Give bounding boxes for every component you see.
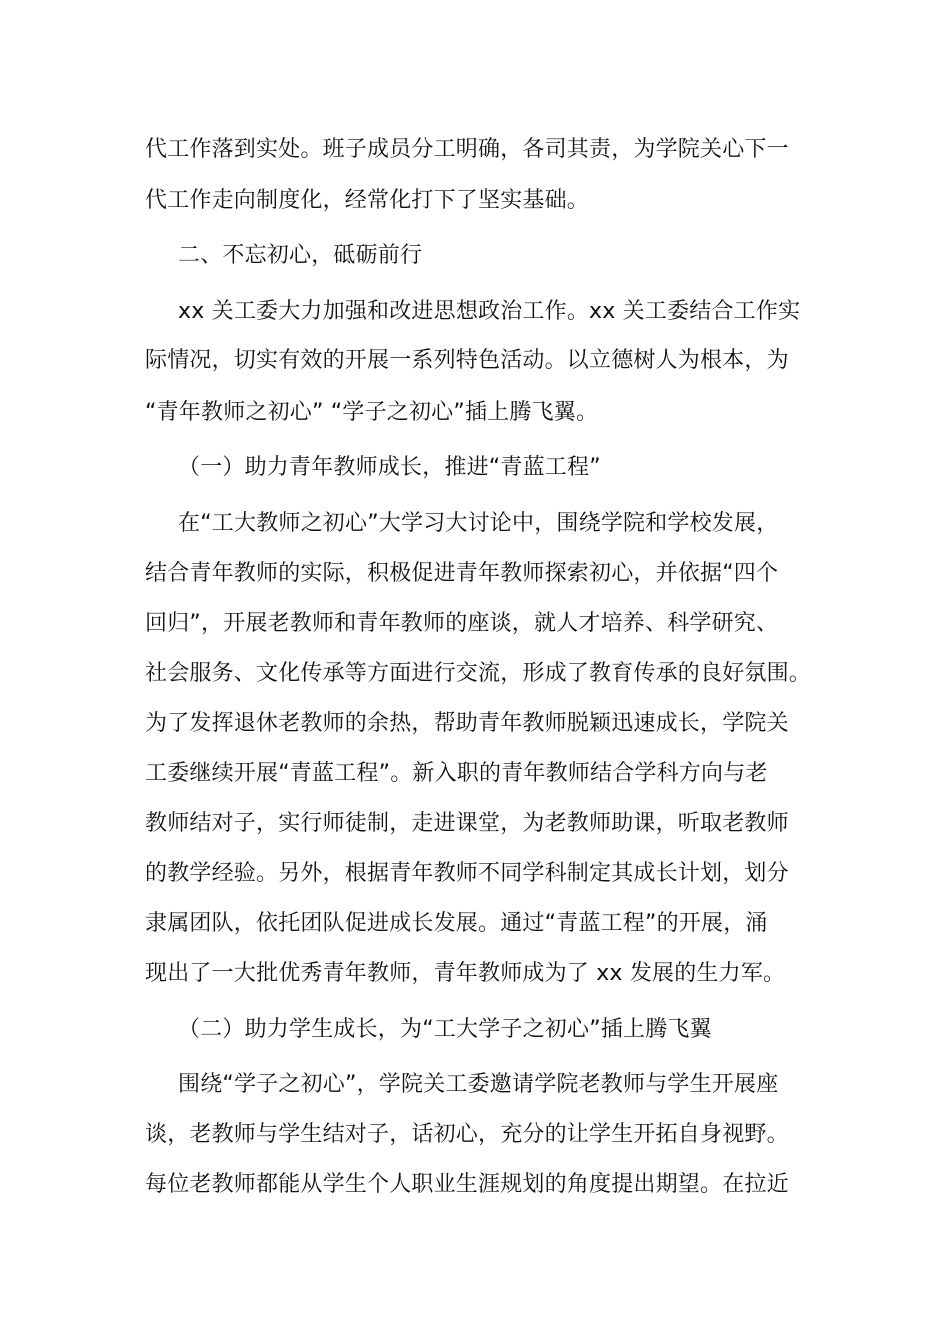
text-line: 每位老教师都能从学生个人职业生涯规划的角度提出期望。在拉近 [145,1172,789,1197]
text-line: 代工作落到实处。班子成员分工明确，各司其责，为学院关心下一 [145,137,789,162]
text-line: 隶属团队，依托团队促进成长发展。通过“青蓝工程”的开展，涌 [145,911,768,936]
text-line: xx 关工委大力加强和改进思想政治工作。xx 关工委结合工作实 [178,299,801,324]
text-line: 代工作走向制度化，经常化打下了坚实基础。 [145,188,590,213]
text-line: 的教学经验。另外，根据青年教师不同学科制定其成长计划，划分 [145,861,789,886]
text-line: “青年教师之初心” “学子之初心”插上腾飞翼。 [145,400,599,425]
text-line: 工委继续开展“青蓝工程”。新入职的青年教师结合学科方向与老 [145,761,768,786]
text-line: 社会服务、文化传承等方面进行交流，形成了教育传承的良好氛围。 [145,661,812,686]
text-line: 现出了一大批优秀青年教师，青年教师成为了 xx 发展的生力军。 [145,961,786,986]
text-line: 教师结对子，实行师徒制，走进课堂，为老教师助课，听取老教师 [145,811,789,836]
text-line: 际情况，切实有效的开展一系列特色活动。以立德树人为根本，为 [145,348,789,373]
subsection-heading: （一）助力青年教师成长，推进“青蓝工程” [178,455,601,480]
text-line: 为了发挥退休老教师的余热，帮助青年教师脱颖迅速成长，学院关 [145,711,789,736]
text-line: 谈，老教师与学生结对子，话初心，充分的让学生开拓自身视野。 [145,1122,789,1147]
text-line: 围绕“学子之初心”，学院关工委邀请学院老教师与学生开展座 [178,1072,779,1097]
text-line: 回归”，开展老教师和青年教师的座谈，就人才培养、科学研究、 [145,611,779,636]
section-heading: 二、不忘初心，砥砺前行 [178,243,423,268]
subsection-heading: （二）助力学生成长，为“工大学子之初心”插上腾飞翼 [178,1017,712,1042]
text-line: 结合青年教师的实际，积极促进青年教师探索初心，并依据“四个 [145,561,779,586]
text-line: 在“工大教师之初心”大学习大讨论中，围绕学院和学校发展， [178,511,779,536]
